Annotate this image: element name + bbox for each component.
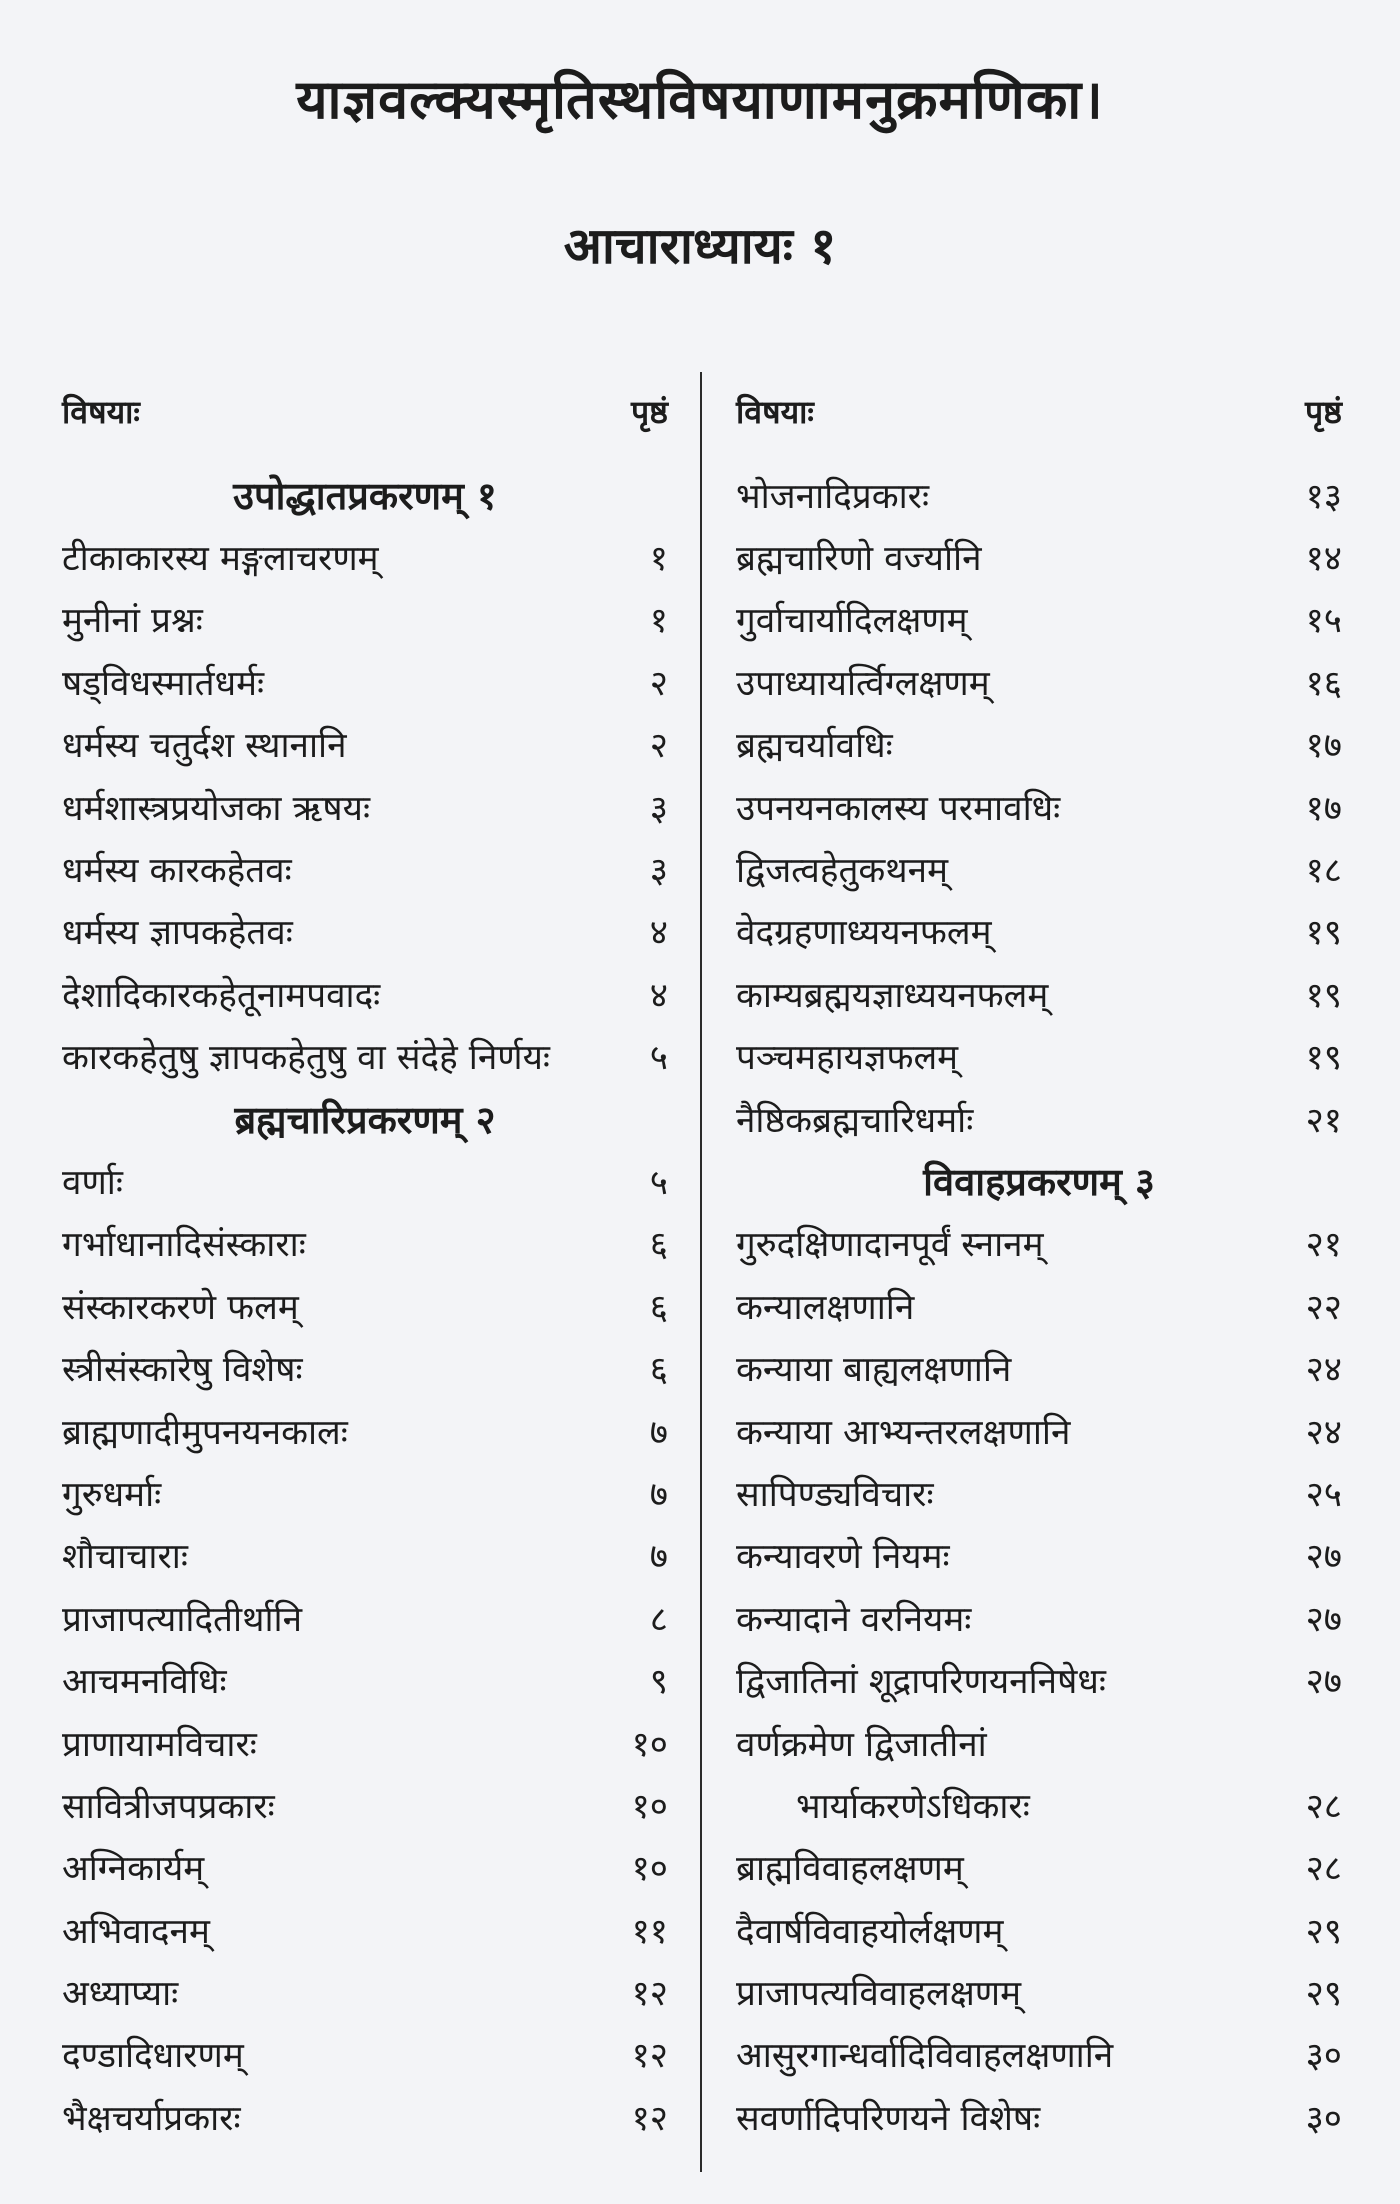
left-column: [62, 380, 668, 2149]
index-entry: [736, 1275, 1342, 1337]
entry-topic: पञ्चमहायज्ञफलम्: [736, 1038, 959, 1079]
index-entry: [62, 2024, 668, 2086]
entry-page-number: २७: [1305, 1599, 1342, 1640]
entry-topic: द्विजत्वहेतुकथनम्: [736, 851, 949, 892]
left-column-header: [62, 380, 668, 442]
entry-topic: प्राणायामविचारः: [62, 1724, 257, 1765]
index-entry: [62, 1712, 668, 1774]
entry-page-number: ५: [649, 1038, 668, 1079]
chapter-title: आचाराध्यायः १: [563, 217, 837, 275]
index-entry: [62, 963, 668, 1025]
entry-page-number: १०: [631, 1786, 668, 1827]
entry-page-number: २४: [1305, 1350, 1342, 1391]
index-entry: [736, 1337, 1342, 1399]
entry-page-number: २८: [1305, 1849, 1342, 1890]
entry-topic: कन्यावरणे नियमः: [736, 1537, 950, 1578]
entry-topic: सापिण्ड्यविचारः: [736, 1474, 934, 1515]
entry-topic: धर्मस्य ज्ञापकहेतवः: [62, 913, 293, 954]
entry-page-number: ९: [649, 1662, 668, 1703]
index-entry: [62, 589, 668, 651]
index-entry: [62, 1837, 668, 1899]
entry-page-number: १३: [1305, 476, 1342, 517]
index-entry: [736, 464, 1342, 526]
entry-topic: मुनीनां प्रश्नः: [62, 601, 203, 642]
index-entry: [736, 1837, 1342, 1899]
entry-page-number: ४: [649, 913, 668, 954]
page-title: याज्ञवल्क्यस्मृतिस्थविषयाणामनुक्रमणिका।: [296, 68, 1104, 131]
entry-page-number: ३०: [1305, 2098, 1342, 2139]
index-entry: [62, 1150, 668, 1212]
entry-topic: द्विजातिनां शूद्रापरिणयननिषेधः: [736, 1662, 1106, 1703]
index-entry: [736, 2086, 1342, 2148]
entry-page-number: ३: [649, 851, 668, 892]
index-entry: [736, 1774, 1342, 1836]
entry-topic: ब्राह्मणादीमुपनयनकालः: [62, 1412, 348, 1453]
entry-topic: कन्याया बाह्यलक्षणानि: [736, 1350, 1012, 1391]
page-header: पृष्ठं: [630, 392, 668, 431]
index-entry: [62, 526, 668, 588]
entry-page-number: १०: [631, 1849, 668, 1890]
index-entry: [62, 901, 668, 963]
entry-topic: सवर्णादिपरिणयने विशेषः: [736, 2098, 1041, 2139]
entry-page-number: १९: [1305, 975, 1342, 1016]
index-entry: [62, 1400, 668, 1462]
index-entry: [736, 776, 1342, 838]
entry-page-number: १७: [1305, 788, 1342, 829]
index-entry: [736, 1026, 1342, 1088]
entry-page-number: २५: [1305, 1474, 1342, 1515]
index-entry: [736, 1712, 1342, 1774]
entry-topic: आसुरगान्धर्वादिविवाहलक्षणानि: [736, 2036, 1114, 2077]
entry-page-number: २७: [1305, 1537, 1342, 1578]
right-column: [736, 380, 1342, 2149]
entry-page-number: ५: [649, 1162, 668, 1203]
entry-page-number: १९: [1305, 913, 1342, 954]
right-entries: [736, 464, 1342, 2149]
index-entry: [736, 1587, 1342, 1649]
entry-topic: उपनयनकालस्य परमावधिः: [736, 788, 1061, 829]
topic-header: विषयाः: [62, 392, 140, 431]
entry-topic: सावित्रीजपप्रकारः: [62, 1786, 275, 1827]
index-entry: [736, 1961, 1342, 2023]
index-entry: [736, 901, 1342, 963]
entry-topic: ब्रह्मचारिणो वर्ज्यानि: [736, 539, 982, 580]
entry-topic: कारकहेतुषु ज्ञापकहेतुषु वा संदेहे निर्णयः: [62, 1038, 550, 1079]
index-entry: [736, 1400, 1342, 1462]
entry-topic: ब्राह्मविवाहलक्षणम्: [736, 1849, 964, 1890]
entry-page-number: २९: [1305, 1974, 1342, 2015]
index-entry: [62, 1961, 668, 2023]
entry-topic: स्त्रीसंस्कारेषु विशेषः: [62, 1350, 303, 1391]
entry-topic: गुर्वाचार्यादिलक्षणम्: [736, 601, 968, 642]
entry-page-number: १२: [631, 2098, 668, 2139]
entry-topic: कन्यादाने वरनियमः: [736, 1599, 972, 1640]
entry-topic: कन्यालक्षणानि: [736, 1287, 915, 1328]
entry-topic: गुरुधर्माः: [62, 1474, 162, 1515]
index-entry: [736, 714, 1342, 776]
index-entry: [736, 589, 1342, 651]
entry-topic: धर्मशास्त्रप्रयोजका ऋषयः: [62, 788, 371, 829]
entry-page-number: ११: [631, 1911, 668, 1952]
entry-page-number: २: [649, 663, 668, 704]
index-entry: [736, 1462, 1342, 1524]
entry-page-number: २२: [1305, 1287, 1342, 1328]
entry-topic: अग्निकार्यम्: [62, 1849, 205, 1890]
entry-topic: देशादिकारकहेतूनामपवादः: [62, 975, 381, 1016]
entry-topic: वेदग्रहणाध्ययनफलम्: [736, 913, 992, 954]
entry-topic: धर्मस्य कारकहेतवः: [62, 851, 292, 892]
entry-page-number: ७: [649, 1412, 668, 1453]
index-entry: [62, 1275, 668, 1337]
index-entry: [736, 838, 1342, 900]
index-entry: [62, 1026, 668, 1088]
entry-page-number: २: [649, 726, 668, 767]
entry-topic: संस्कारकरणे फलम्: [62, 1287, 299, 1328]
entry-topic: वर्णाः: [62, 1162, 123, 1203]
entry-page-number: १: [649, 601, 668, 642]
entry-topic: धर्मस्य चतुर्दश स्थानानि: [62, 726, 347, 767]
index-entry: [62, 1213, 668, 1275]
entry-topic: उपाध्यायर्त्विग्लक्षणम्: [736, 663, 990, 704]
entry-page-number: १२: [631, 1974, 668, 2015]
index-entry: [736, 1649, 1342, 1711]
entry-page-number: २८: [1305, 1786, 1342, 1827]
entry-topic: कन्याया आभ्यन्तरलक्षणानि: [736, 1412, 1071, 1453]
entry-topic: गुरुदक्षिणादानपूर्वं स्नानम्: [736, 1225, 1044, 1266]
entry-topic: नैष्ठिकब्रह्मचारिधर्माः: [736, 1100, 974, 1141]
entry-topic: शौचाचाराः: [62, 1537, 188, 1578]
entry-page-number: २७: [1305, 1662, 1342, 1703]
topic-header: विषयाः: [736, 392, 814, 431]
index-entry: [736, 1899, 1342, 1961]
entry-topic: भोजनादिप्रकारः: [736, 476, 930, 517]
entry-page-number: १८: [1305, 851, 1342, 892]
entry-topic: वर्णक्रमेण द्विजातीनां: [736, 1724, 987, 1765]
entry-page-number: ७: [649, 1537, 668, 1578]
entry-page-number: ८: [649, 1599, 668, 1640]
entry-topic: प्राजापत्यविवाहलक्षणम्: [736, 1974, 1022, 2015]
entry-topic: आचमनविधिः: [62, 1662, 227, 1703]
entry-topic: काम्यब्रह्मयज्ञाध्ययनफलम्: [736, 975, 1049, 1016]
page-header: पृष्ठं: [1304, 392, 1342, 431]
index-entry: [62, 1462, 668, 1524]
entry-topic: अभिवादनम्: [62, 1911, 210, 1952]
entry-page-number: १५: [1305, 601, 1342, 642]
entry-topic: भैक्षचर्याप्रकारः: [62, 2098, 241, 2139]
entry-page-number: १९: [1305, 1038, 1342, 1079]
entry-page-number: ६: [649, 1287, 668, 1328]
entry-topic: ब्रह्मचर्यावधिः: [736, 726, 893, 767]
section-heading: उपोद्धातप्रकरणम् १: [233, 474, 497, 519]
index-entry: [62, 1774, 668, 1836]
index-entry: [62, 1337, 668, 1399]
entry-page-number: १०: [631, 1724, 668, 1765]
left-entries: [62, 464, 668, 2149]
section-heading: विवाहप्रकरणम् ३: [923, 1160, 1155, 1205]
entry-page-number: ६: [649, 1225, 668, 1266]
entry-topic: दैवार्षविवाहयोर्लक्षणम्: [736, 1911, 1004, 1952]
index-entry: [62, 1587, 668, 1649]
column-divider: [700, 372, 702, 2172]
entry-topic: प्राजापत्यादितीर्थानि: [62, 1599, 302, 1640]
entry-page-number: १४: [1305, 539, 1342, 580]
entry-page-number: ६: [649, 1350, 668, 1391]
entry-page-number: ७: [649, 1474, 668, 1515]
entry-topic: भार्याकरणेऽधिकारः: [796, 1786, 1030, 1827]
entry-page-number: ३: [649, 788, 668, 829]
entry-page-number: १२: [631, 2036, 668, 2077]
entry-page-number: १६: [1305, 663, 1342, 704]
entry-page-number: १: [649, 539, 668, 580]
section-heading: ब्रह्मचारिप्रकरणम् २: [234, 1098, 496, 1143]
entry-page-number: २१: [1305, 1100, 1342, 1141]
index-entry: [62, 776, 668, 838]
entry-topic: दण्डादिधारणम्: [62, 2036, 244, 2077]
index-entry: [736, 1213, 1342, 1275]
entry-page-number: १७: [1305, 726, 1342, 767]
right-column-header: [736, 380, 1342, 442]
entry-topic: अध्याप्याः: [62, 1974, 179, 2015]
entry-page-number: २९: [1305, 1911, 1342, 1952]
index-entry: [736, 651, 1342, 713]
index-entry: [62, 1525, 668, 1587]
entry-topic: गर्भाधानादिसंस्काराः: [62, 1225, 306, 1266]
entry-page-number: २४: [1305, 1412, 1342, 1453]
index-entry: [736, 1088, 1342, 1150]
index-entry: [736, 526, 1342, 588]
index-entry: [62, 2086, 668, 2148]
index-entry: [736, 1525, 1342, 1587]
index-entry: [62, 1649, 668, 1711]
entry-page-number: ३०: [1305, 2036, 1342, 2077]
index-entry: [736, 963, 1342, 1025]
entry-page-number: ४: [649, 975, 668, 1016]
index-entry: [62, 1899, 668, 1961]
entry-topic: षड्विधस्मार्तधर्मः: [62, 663, 265, 704]
index-entry: [62, 651, 668, 713]
index-entry: [736, 2024, 1342, 2086]
entry-topic: टीकाकारस्य मङ्गलाचरणम्: [62, 539, 379, 580]
entry-page-number: २१: [1305, 1225, 1342, 1266]
index-entry: [62, 714, 668, 776]
index-entry: [62, 838, 668, 900]
